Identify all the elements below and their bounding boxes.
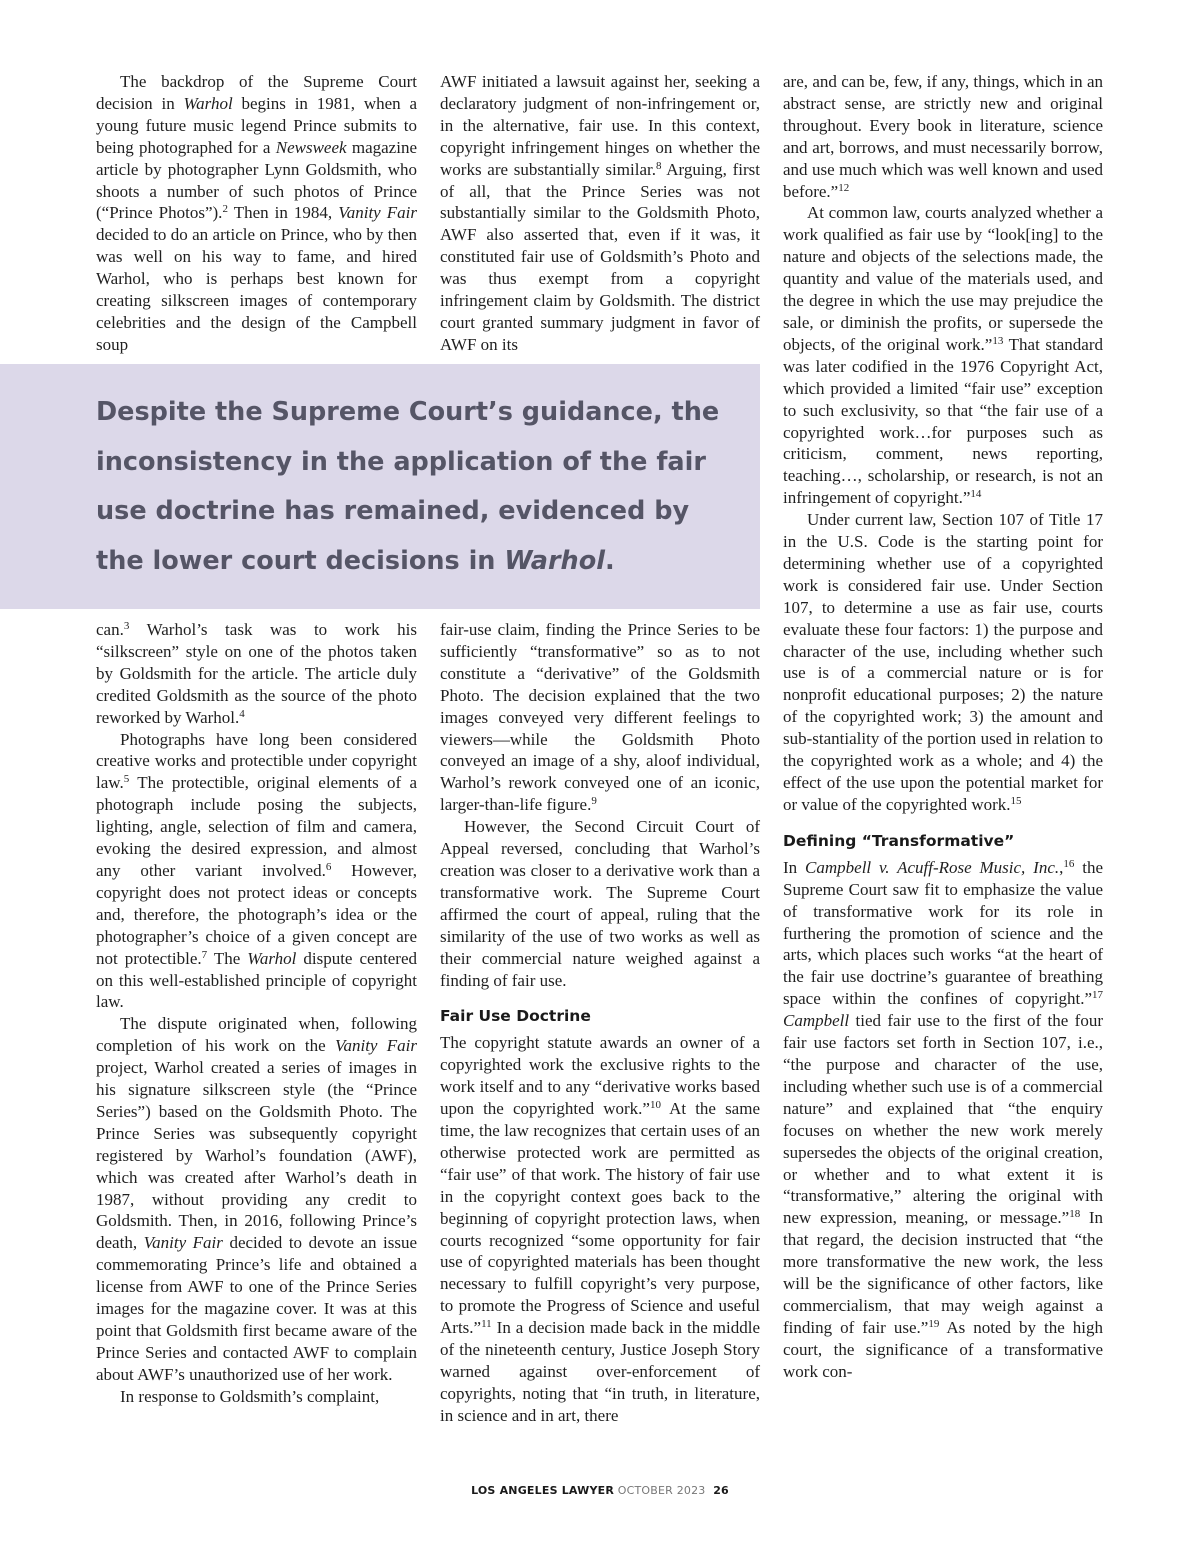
paragraph: In Campbell v. Acuff-Rose Music, Inc.,$^{16}$ the Supreme Court saw fit to emphasize the value of transformative work for its role in furthering the promotion of science and the arts, which places such works “at the heart of the fair use doctrine’s guarantee of breathing space within the confines of copyright.”$^{17}$ Campbell tied fair use to the first of the four fair use factors set forth in Section 107, i.e., “the purpose and character of the use, including whether such use is of a commercial nature” and explained that “the enquiry focuses on whether the new work merely supersedes the objects of the original creation, or whether and to what extent it is “transformative,” altering the original with new expression, meaning, or message.”$^{18}$ In that regard, the decision instructed that “the more transformative the new work, the less will be the significance of other factors, like commercialism, that may weigh against a finding of fair use.”$^{19}$ As noted by the high court, the significance of a transformative work con- [783,857,1104,1381]
paragraph: are, and can be, few, if any, things, which in an abstract sense, are strictly new and original throughout. Every book in literature, science and art, borrows, and must necessarily borrow, and use much which was well known and used before.”$^{12}$ [783,72,1103,201]
paragraph: AWF initiated a lawsuit against her, seeking a declaratory judgment of non-infringement or, in the alternative, fair use. In this context, copyright infringement hinges on whether the works are substantially similar.$^8$ Arguing, first of all, that the Prince Series was not substantially similar to the Goldsmith Photo, AWF also asserted that, even if it was, it constituted fair use of Goldsmith’s Photo and was thus exempt from a copyright infringement claim by Goldsmith. The district court granted summary judgment in favor of AWF on its [440,72,760,354]
column-2-bottom [440,619,760,1427]
footnote-ref: 5 [123,773,130,786]
section-heading: Fair Use Doctrine [440,1007,591,1026]
footnote-ref: 6 [325,860,332,873]
paragraph: Under current law, Section 107 of Title 17 in the U.S. Code is the starting point for determining whether use of a copyrighted work is considered fair use. Under Section 107, to determine a use as fair use, courts evaluate these four factors: 1) the purpose and character of the use, including whether such use is of a commercial nature or is for nonprofit educational purposes; 2) the nature of the copyrighted work; 3) the amount and sub-stantiality of the portion used in relation to the copyrighted work as a whole; and 4) the effect of the use upon the potential market for or value of the copyrighted work.$^{15}$ [783,510,1103,814]
footnote-ref: 12 [838,181,850,194]
section-heading: Defining “Transformative” [783,831,1015,850]
paragraph: The copyright statute awards an owner of a copyrighted work the exclusive rights to the work itself and to any “derivative works based upon the copyrighted work.”$^{10}$ At the same time, the law recognizes that certain uses of an otherwise protected work are permitted as “fair use” of that work. The history of fair use in the copyright context goes back to the beginning of copyright protection laws, when courts recognized “some opportunity for fair use of copyrighted materials has been thought necessary to fulfill copyright’s very purpose, to promote the Progress of Science and useful Arts.”$^{11}$ In a decision made back in the middle of the nineteenth century, Justice Joseph Story warned against over-enforcement of copyrights, noting that “in truth, in literature, in science and in art, there [440,1033,761,1425]
paragraph: However, the Second Circuit Court of Appeal reversed, concluding that Warhol’s creation was closer to a derivative work than a transformative work. The Supreme Court affirmed the court of appeal, ruling that the similarity of the use of two works as well as their commercial nature weighed against a finding of fair use. [440,817,760,990]
footnote-ref: 4 [239,707,245,720]
column-1-bottom [96,619,417,1408]
footnote-ref: 19 [928,1317,940,1330]
footnote-ref: 2 [222,203,228,216]
paragraph: In response to Goldsmith’s complaint, [120,1386,380,1406]
footnote-ref: 8 [655,159,662,172]
paragraph: can.$^3$ Warhol’s task was to work his “silkscreen” style on one of the photos taken by Goldsmith for the article. The article duly credited Goldsmith as the source of the photo reworked by Warhol.$^4$ [96,620,417,727]
footnote-ref: 3 [123,620,130,632]
paragraph: Photographs have long been considered creative works and protectible under copyright law.$^5$ The protectible, original elements of a photograph include posing the subjects, lighting, angle, selection of film and camera, evoking the desired expression, and almost any other variant involved.$^6$ However, copyright does not protect ideas or concepts and, therefore, the photograph’s idea or the photographer’s choice of a given concept are not protectible.$^7$ The Warhol dispute centered on this well-established principle of copyright law. [96,729,418,1012]
column-1-top [96,71,417,356]
publication-name: LOS ANGELES LAWYER [471,1484,615,1497]
footnote-ref: 18 [1069,1208,1081,1221]
column-2-top [440,71,760,356]
paragraph: The backdrop of the Supreme Court decision in Warhol begins in 1981, when a young future music legend Prince submits to being photographed for a Newsweek magazine article by photographer Lynn Goldsmith, who shoots a number of such photos of Prince (“Prince Photos”).$^2$ Then in 1984, Vanity Fair decided to do an article on Prince, who by then was well on his way to fame, and hired Warhol, who is perhaps best known for creating silkscreen images of contemporary celebrities and the design of the Campbell soup [96,72,418,354]
footnote-ref: 11 [481,1318,492,1331]
pull-quote [0,364,760,609]
footnote-ref: 15 [1010,794,1022,807]
footnote-ref: 9 [591,795,597,808]
footnote-ref: 13 [992,334,1004,347]
paragraph: The dispute originated when, following completion of his work on the Vanity Fair project, Warhol created a series of images in his signature silkscreen style (the “Prince Series”) based on the Goldsmith Photo. The Prince Series was subsequently copyright registered by Warhol’s foundation (AWF), which was created after Warhol’s death in 1987, without providing any credit to Goldsmith. Then, in 2016, following Prince’s death, Vanity Fair decided to devote an issue commemorating Prince’s life and obtained a license from AWF to one of the Prince Series images for the magazine cover. It was at this point that Goldsmith first became aware of the Prince Series and contacted AWF to complain about AWF’s unauthorized use of her work. [96,1014,418,1384]
column-3 [783,71,1103,1383]
footnote-ref: 7 [201,948,208,961]
paragraph: fair-use claim, finding the Prince Series to be sufficiently “transformative” so as to not constitute a “derivative” of the Goldsmith Photo. The decision explained that the two images conveyed very different feelings to viewers—while the Goldsmith Photo conveyed an image of a shy, aloof individual, Warhol’s rework conveyed one of an iconic, larger-than-life figure.$^9$ [440,620,760,815]
paragraph: At common law, courts analyzed whether a work qualified as fair use by “look[ing] to the nature and objects of the selections made, the quantity and value of the materials used, and the degree in which the use may prejudice the sale, or diminish the profits, or supersede the objects, of the original work.”$^{13}$ That standard was later codified in the 1976 Copyright Act, which provided a limited “fair use” exception to such exclusivity, so that “the fair use of a copyrighted work…for purposes such as criticism, comment, news reporting, teaching…, scholarship, or research, is not an infringement of copyright.”$^{14}$ [783,203,1103,508]
footnote-ref: 16 [1063,857,1075,870]
footnote-ref: 10 [649,1099,661,1112]
footnote-ref: 17 [1092,989,1103,1002]
pull-quote-text: Despite the Supreme Court’s guidance, the inconsistency in the application of the fair use doctrine has remained, evidenced by the lower court decisions in Warhol. [96,397,720,576]
page-number: 26 [713,1484,729,1497]
page-footer [0,1484,1200,1497]
issue-date: OCTOBER 2023 [617,1484,706,1497]
footnote-ref: 14 [970,488,982,501]
